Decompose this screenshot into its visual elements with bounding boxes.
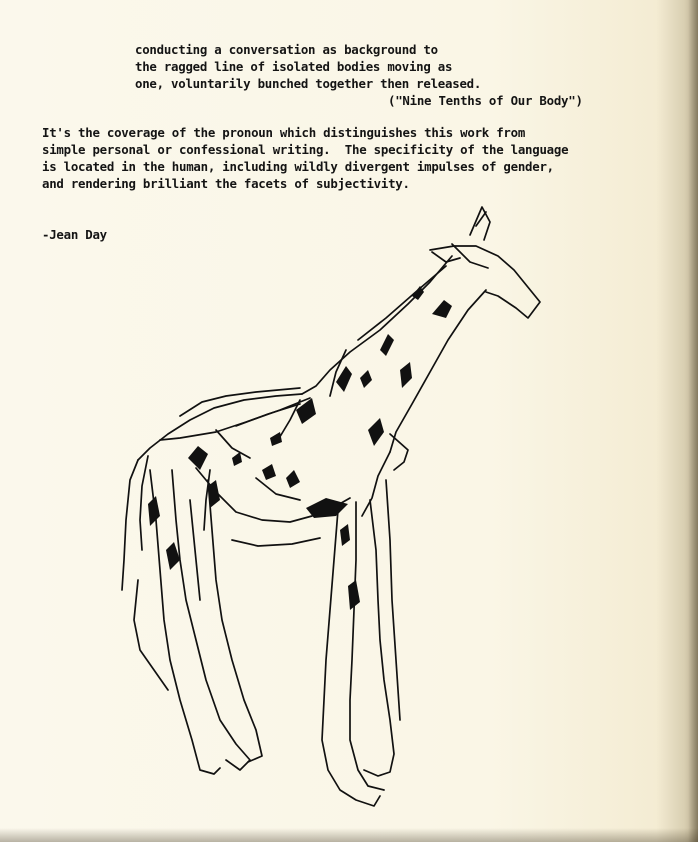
quote-citation: ("Nine Tenths of Our Body") bbox=[388, 93, 583, 108]
commentary-line: and rendering brilliant the facets of subjectivity. bbox=[42, 176, 410, 191]
commentary-line: It's the coverage of the pronoun which distinguishes this work from bbox=[42, 125, 526, 140]
commentary-line: simple personal or confessional writing. The specificity of the language bbox=[42, 142, 569, 157]
quote-block bbox=[135, 41, 481, 92]
quote-line: the ragged line of isolated bodies moving as bbox=[135, 59, 453, 74]
commentary-line: is located in the human, including wildly divergent impulses of gender, bbox=[42, 159, 554, 174]
quote-line: conducting a conversation as background to bbox=[135, 42, 438, 57]
giraffe-illustration bbox=[100, 190, 560, 830]
commentary-paragraph bbox=[42, 124, 568, 192]
quote-line: one, voluntarily bunched together then released. bbox=[135, 76, 482, 91]
page-bottom-shadow bbox=[0, 828, 698, 842]
author-signature: -Jean Day bbox=[42, 227, 107, 242]
page-edge-shadow bbox=[688, 0, 698, 842]
